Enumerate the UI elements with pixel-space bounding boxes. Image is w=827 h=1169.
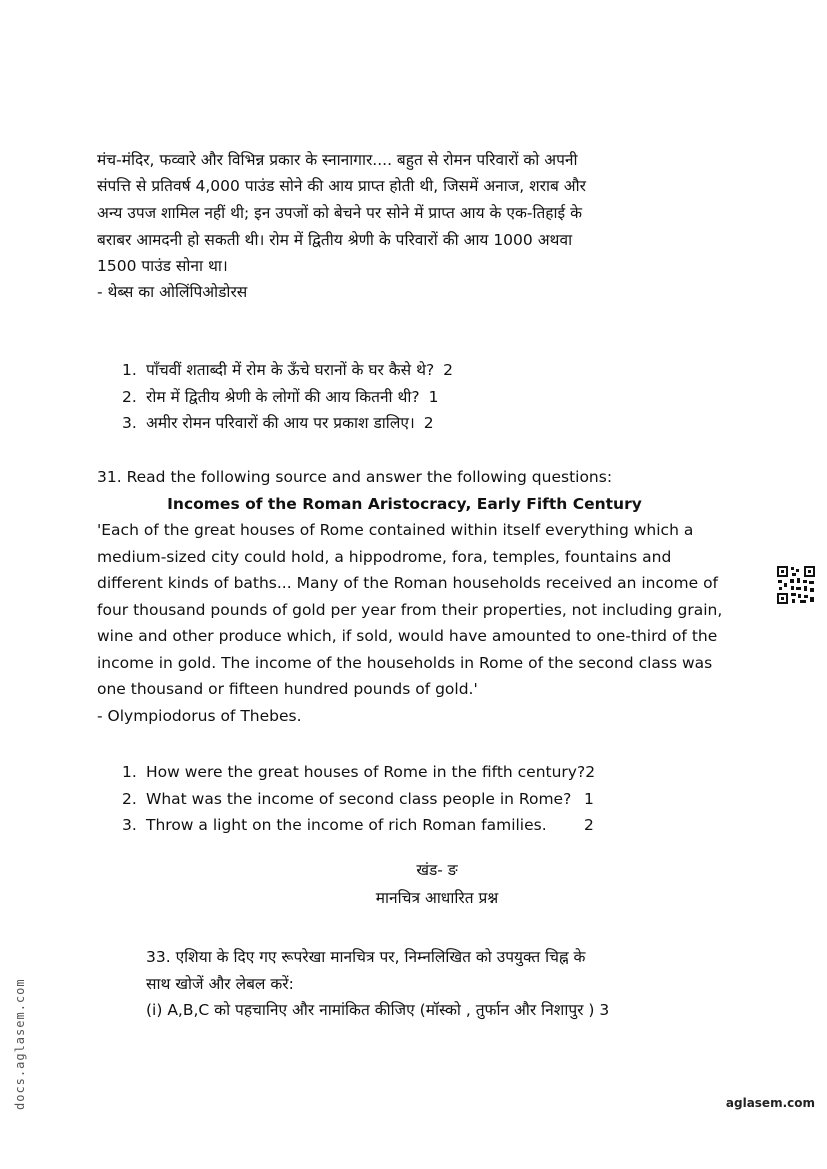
question-text: रोम में द्वितीय श्रेणी के लोगों की आय कितनी थी? <box>146 387 420 406</box>
list-item <box>122 786 595 813</box>
hindi-passage-line-4: बराबर आमदनी हो सकती थी। रोम में द्वितीय श्रेणी के परिवारों की आय 1000 अथवा <box>97 231 573 249</box>
list-item <box>122 410 453 437</box>
q31-source-line-1: 'Each of the great houses of Rome contained within itself everything which a <box>97 521 694 539</box>
question-text: How were the great houses of Rome in the fifth century? <box>146 763 586 781</box>
q33-line-2: साथ खोजें और लेबल करें: <box>146 975 294 993</box>
q33-line-1: 33. एशिया के दिए गए रूपरेखा मानचित्र पर, निम्नलिखित को उपयुक्त चिह्न के <box>146 948 586 966</box>
list-item <box>122 357 453 384</box>
question-number: 2. <box>122 387 137 406</box>
qr-code-icon <box>776 565 816 605</box>
q31-source-line-5: wine and other produce which, if sold, would have amounted to one-third of the <box>97 627 718 645</box>
question-number: 3. <box>122 414 137 432</box>
q31-attribution: - Olympiodorus of Thebes. <box>97 707 302 725</box>
q31-source-line-3: different kinds of baths... Many of the Roman households received an income of <box>97 574 719 592</box>
hindi-passage-line-5: 1500 पाउंड सोना था। <box>97 257 228 275</box>
question-marks: 1 <box>584 789 594 808</box>
hindi-question-list <box>122 357 453 437</box>
q31-source-line-2: medium-sized city could hold, a hippodrome, fora, temples, fountains and <box>97 548 672 566</box>
q31-source-line-7: one thousand or fifteen hundred pounds of gold.' <box>97 680 478 698</box>
q31-intro: 31. Read the following source and answer the following questions: <box>97 468 613 486</box>
question-text: पाँचवीं शताब्दी में रोम के ऊँचे घरानों के घर कैसे थे? <box>146 361 435 379</box>
hindi-attribution: - थेब्स का ओलिंपिओडोरस <box>97 283 248 301</box>
q33-line-3: (i) A,B,C को पहचानिए और नामांकित कीजिए (मॉस्को , तुर्फान और निशापुर ) 3 <box>146 1001 610 1019</box>
q31-source-line-4: four thousand pounds of gold per year from their properties, not including grain, <box>97 601 723 619</box>
question-number: 3. <box>122 816 137 834</box>
section-subheading: मानचित्र आधारित प्रश्न <box>375 889 499 907</box>
question-number: 2. <box>122 789 137 808</box>
question-number: 1. <box>122 763 137 781</box>
hindi-passage-line-3: अन्य उपज शामिल नहीं थी; इन उपजों को बेचने पर सोने में प्राप्त आय के एक-तिहाई के <box>97 204 582 222</box>
side-watermark: docs.aglasem.com <box>13 978 27 1110</box>
list-item <box>122 812 595 839</box>
list-item <box>122 759 595 786</box>
hindi-passage-line-2: संपत्ति से प्रतिवर्ष 4,000 पाउंड सोने की आय प्राप्त होती थी, जिसमें अनाज, शराब और <box>97 177 587 195</box>
question-marks: 2 <box>585 763 596 781</box>
section-heading: खंड- ङ <box>416 861 458 879</box>
q31-source-line-6: income in gold. The income of the households in Rome of the second class was <box>97 654 713 672</box>
question-text: अमीर रोमन परिवारों की आय पर प्रकाश डालिए। <box>146 414 415 432</box>
question-text: What was the income of second class people in Rome? <box>146 789 572 808</box>
q31-source-title: Incomes of the Roman Aristocracy, Early Fifth Century <box>167 495 642 513</box>
question-marks: 2 <box>584 816 594 834</box>
question-marks: 2 <box>443 361 454 379</box>
footer-brand: aglasem.com <box>725 1096 815 1110</box>
question-marks: 1 <box>428 387 439 406</box>
hindi-passage-line-1: मंच-मंदिर, फव्वारे और विभिन्न प्रकार के स्नानागार.... बहुत से रोमन परिवारों को अपनी <box>97 151 578 169</box>
question-marks: 2 <box>423 414 434 432</box>
question-text: Throw a light on the income of rich Roman families. <box>146 816 547 834</box>
q31-question-list <box>122 759 595 839</box>
question-number: 1. <box>122 361 137 379</box>
list-item <box>122 384 453 411</box>
